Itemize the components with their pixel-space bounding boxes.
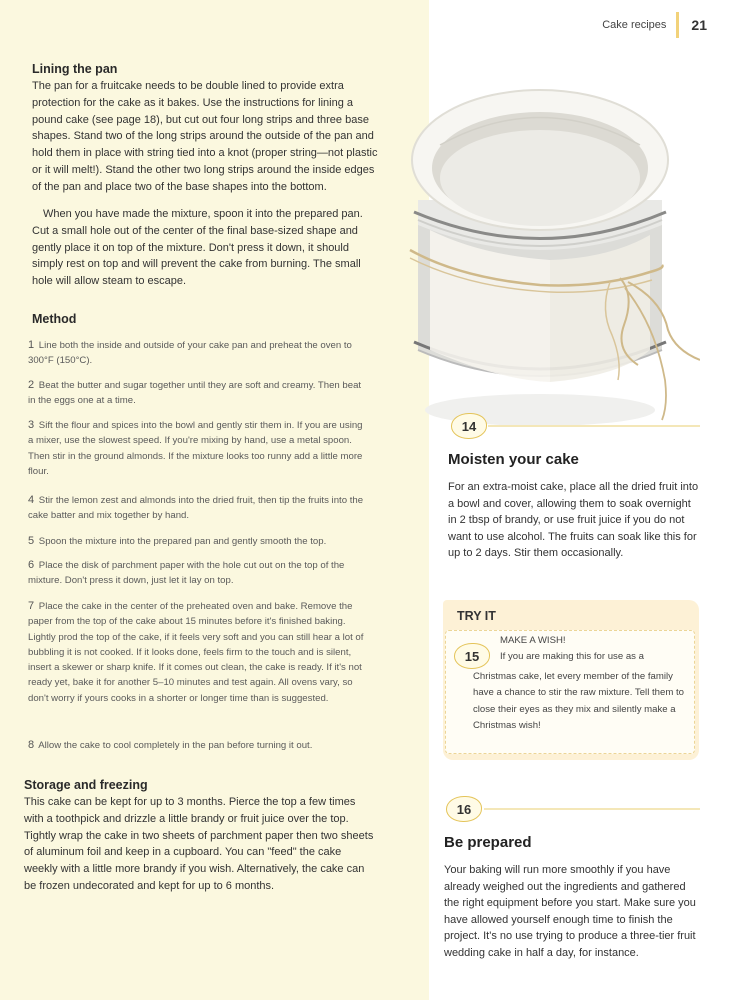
tip-text: Your baking will run more smoothly if you have already weighed out the ingredients and gathered the right equipment before you start. Make sure you have allowed yourself enough time to finish the project. It's no use trying to produce a three-tier fruit wedding cake in half a day, for instance. (444, 864, 696, 959)
step-number: 6 (28, 559, 35, 571)
page-header (602, 12, 707, 38)
step-number: 7 (28, 600, 35, 612)
step-number: 4 (28, 494, 35, 506)
step-text: Allow the cake to cool completely in the pan before turning it out. (38, 740, 313, 751)
method-step (28, 558, 370, 589)
step-text: Place the cake in the center of the preheated oven and bake. Remove the paper from the top of the cake about 15 minutes before it's finished baking. Lightly prod the top of the cake, if it feels very soft and you can still hear a lot of bubbling it is not cooked. If it looks done, feels firm to the touch and is silent, insert a skewer or sharp knife. If it comes out clean, the cake is ready. If it's not ready yet, bake it for another 5–10 minutes and test again. All ovens vary, so don't worry if yours cooks in a shorter or longer time than is suggested. (28, 601, 364, 704)
try-it-content (445, 630, 695, 754)
lining-heading: Lining the pan (32, 62, 118, 76)
step-text: Place the disk of parchment paper with the hole cut out on the top of the mixture. Don't press it down, just let it lay on top. (28, 560, 345, 587)
step-text: Line both the inside and outside of your cake pan and preheat the oven to 300°F (150°C). (28, 340, 352, 367)
tip-text: For an extra-moist cake, place all the dried fruit into a bowl and cover, allowing them to soak overnight in 2 tbsp of brandy, or use fruit juice if you do not want to use alcohol. The fruits can soak like this for up to 2 days. Stir them occasionally. (448, 481, 699, 560)
storage-heading: Storage and freezing (24, 778, 148, 792)
step-number: 3 (28, 419, 35, 431)
page-number: 21 (691, 17, 707, 33)
divider (488, 425, 700, 427)
header-divider (676, 12, 679, 38)
step-number: 5 (28, 535, 35, 547)
method-step (28, 418, 370, 479)
step-text: Sift the flour and spices into the bowl and gently stir them in. If you are using a mixer, use the slowest speed. If you're mixing by hand, use a metal spoon. Then stir in the ground almonds. If the mixture looks too runny add a little more flour. (28, 420, 363, 477)
tip-title: Be prepared (444, 834, 532, 851)
method-step (28, 738, 370, 753)
running-head: Cake recipes (602, 19, 667, 31)
step-number: 2 (28, 379, 35, 391)
try-it-title: MAKE A WISH! (500, 635, 566, 646)
lined-cake-pan-photo (400, 50, 700, 440)
try-it-line: If you are making this for use as a (500, 651, 644, 662)
tip-number-badge: 15 (454, 643, 490, 669)
method-step (28, 338, 370, 369)
tip-number-badge: 14 (451, 413, 487, 439)
tip-title: Moisten your cake (448, 451, 579, 468)
method-step (28, 378, 370, 409)
try-it-box (443, 600, 699, 760)
lining-paragraph-2: When you have made the mixture, spoon it into the prepared pan. Cut a small hole out of the center of the final base-sized shape and gently place it on top of the mixture. Don't press it down, it should simply rest on top and will prevent the cake from burning. The small hole will allow steam to escape. (32, 208, 363, 288)
try-it-heading: TRY IT (457, 609, 496, 623)
step-text: Stir the lemon zest and almonds into the dried fruit, then tip the fruits into the cake batter and mix together by hand. (28, 495, 364, 522)
method-step (28, 493, 370, 524)
step-number: 1 (28, 339, 35, 351)
storage-paragraph: This cake can be kept for up to 3 months. Pierce the top a few times with a toothpick and drizzle a little brandy or fruit juice over the top. Tightly wrap the cake in two sheets of parchment paper then two sheets of aluminum foil and keep in a cupboard. You can "feed" the cake weekly with a little more brandy if you wish. Alternatively, the cake can be frozen undecorated and kept for up to 6 months. (24, 796, 374, 892)
tip-number-badge: 16 (446, 796, 482, 822)
divider (484, 808, 700, 810)
method-heading: Method (32, 312, 77, 326)
method-step (28, 534, 370, 549)
lining-paragraph-1: The pan for a fruitcake needs to be double lined to provide extra protection for the cake as it bakes. Use the instructions for lining a pound cake (see page 18), but cut out four long strips and three base shapes. Stand two of the long strips around the outside of the pan and hold them in place with string tied into a knot (proper string—not plastic or it will melt!). Stand the other two long strips around the inside edges of the pan and place two of the base shapes into the bottom. (32, 80, 378, 193)
step-text: Spoon the mixture into the prepared pan and gently smooth the top. (38, 536, 327, 547)
step-number: 8 (28, 739, 35, 751)
method-step (28, 599, 370, 706)
try-it-text: Christmas cake, let every member of the family have a chance to stir the raw mixture. Tell them to close their eyes as they mix and silently make a Christmas wish! (473, 671, 684, 731)
step-text: Beat the butter and sugar together until they are soft and creamy. Then beat in the eggs one at a time. (28, 380, 362, 407)
